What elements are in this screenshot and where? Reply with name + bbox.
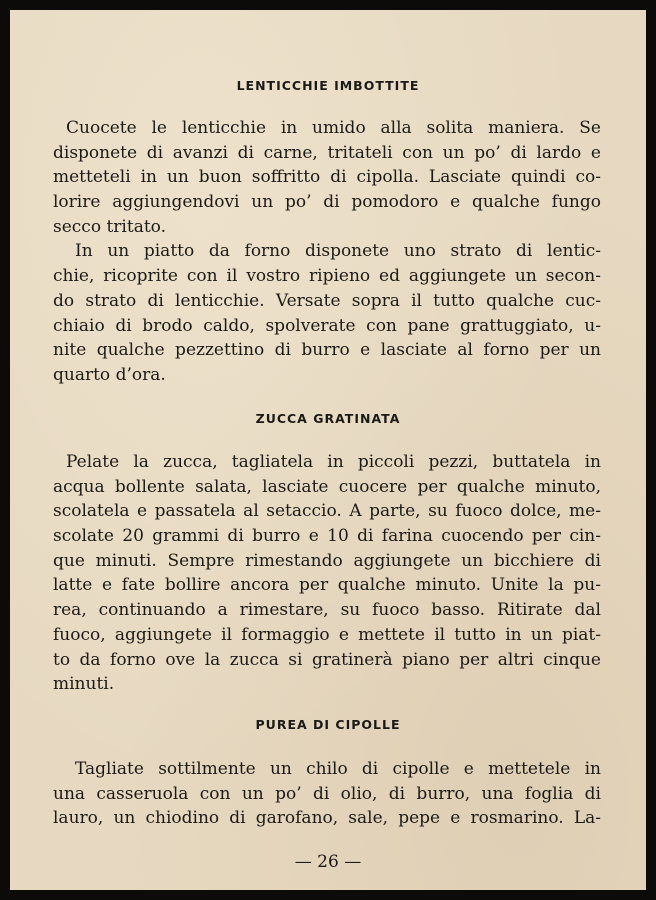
recipe-title-lenticchie-imbottite: LENTICCHIE IMBOTTITE [236,78,420,93]
text-line: Cuocete le lenticchie in umido alla solita maniera. Se [66,118,601,138]
recipe-title-purea-di-cipolle: PUREA DI CIPOLLE [255,717,401,732]
text-line: In un piatto da forno disponete uno strato di lentic- [75,241,601,262]
page-number: — 26 — [294,852,362,872]
text-line: una casseruola con un po’ di olio, di burro, una foglia di [53,783,601,804]
text-line: acqua bollente salata, lasciate cuocere per qualche minuto, [53,476,601,497]
text-line: minuti. [53,674,115,695]
paragraph [53,450,601,697]
text-line: secco tritato. [53,216,166,237]
text-line: to da forno ove la zucca si gratinerà piano per altri cinque [53,649,601,670]
book-page [10,10,646,890]
text-line: disponete di avanzi di carne, tritateli con un po’ di lardo e [53,142,601,163]
recipe-text-zucca-gratinata [53,450,601,697]
recipe-title-zucca-gratinata: ZUCCA GRATINATA [255,411,401,426]
paragraph [53,757,601,831]
text-line: rea, continuando a rimestare, su fuoco basso. Ritirate dal [53,600,601,621]
text-line: scolate 20 grammi di burro e 10 di farina cuocendo per cin- [53,526,601,547]
recipe-text-lenticchie-imbottite [53,116,601,388]
paragraph [53,116,601,239]
text-line: metteteli in un buon soffritto di cipolla. Lasciate quindi co- [53,167,601,188]
text-line: do strato di lenticchie. Versate sopra il tutto qualche cuc- [53,290,601,311]
text-line: nite qualche pezzettino di burro e lasciate al forno per un [53,340,601,361]
text-line: lorire aggiungendovi un po’ di pomodoro e qualche fungo [53,192,601,213]
paragraph [53,239,601,387]
recipe-text-purea-di-cipolle [53,757,601,831]
text-line: fuoco, aggiungete il formaggio e mettete il tutto in un piat- [53,624,601,645]
text-line: latte e fate bollire ancora per qualche minuto. Unite la pu- [53,575,601,596]
text-line: scolatela e passatela al setaccio. A parte, su fuoco dolce, me- [53,501,601,522]
text-line: chiaio di brodo caldo, spolverate con pane grattuggiato, u- [53,315,601,336]
text-line: quarto d’ora. [53,364,166,385]
text-line: que minuti. Sempre rimestando aggiungete un bicchiere di [53,550,601,571]
text-line: chie, ricoprite con il vostro ripieno ed aggiungete un secon- [53,266,601,287]
text-line: Pelate la zucca, tagliatela in piccoli pezzi, buttatela in [66,452,601,472]
text-line: lauro, un chiodino di garofano, sale, pepe e rosmarino. La- [53,808,601,829]
text-line: Tagliate sottilmente un chilo di cipolle e mettetele in [75,759,601,779]
